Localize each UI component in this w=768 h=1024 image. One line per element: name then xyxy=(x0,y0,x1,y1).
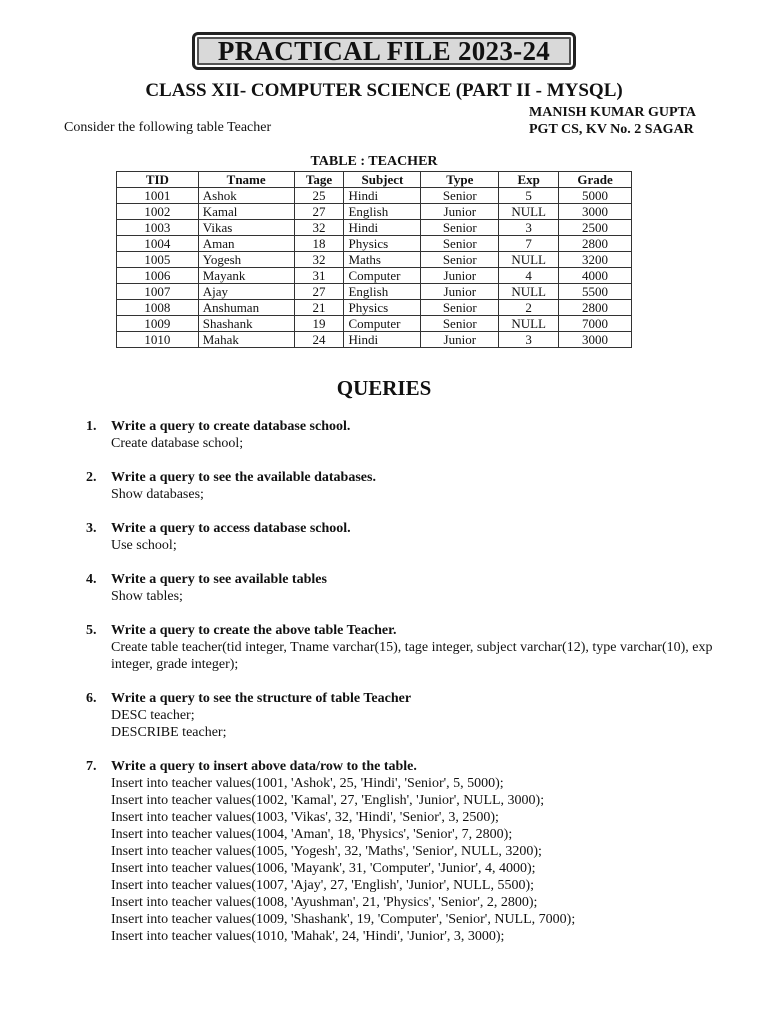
query-item xyxy=(86,469,736,503)
table-cell: Mayank xyxy=(198,268,294,284)
query-item xyxy=(86,758,736,945)
queries-list xyxy=(86,418,736,962)
table-row xyxy=(117,204,632,220)
table-cell: 5000 xyxy=(559,188,632,204)
table-cell: NULL xyxy=(499,204,559,220)
query-answer-line: Insert into teacher values(1007, 'Ajay', 27, 'English', 'Junior', NULL, 5500); xyxy=(111,878,534,893)
table-cell: Ajay xyxy=(198,284,294,300)
query-answer-line: Insert into teacher values(1001, 'Ashok', 25, 'Hindi', 'Senior', 5, 5000); xyxy=(111,776,504,791)
table-cell: 24 xyxy=(294,332,344,348)
table-row xyxy=(117,332,632,348)
query-answer-line: Use school; xyxy=(111,538,177,553)
query-title: Write a query to see the structure of table Teacher xyxy=(111,691,412,706)
table-cell: 2500 xyxy=(559,220,632,236)
query-answer-line: Show databases; xyxy=(111,487,204,502)
table-cell: Computer xyxy=(344,268,421,284)
query-answer-line: Insert into teacher values(1006, 'Mayank', 31, 'Computer', 'Junior', 4, 4000); xyxy=(111,861,536,876)
table-cell: Senior xyxy=(421,300,499,316)
table-cell: Computer xyxy=(344,316,421,332)
table-cell: 32 xyxy=(294,220,344,236)
query-answer-line: Show tables; xyxy=(111,589,183,604)
table-row xyxy=(117,188,632,204)
query-title: Write a query to insert above data/row to the table. xyxy=(111,759,417,774)
table-caption: TABLE : TEACHER xyxy=(310,154,438,169)
query-number: 6. xyxy=(86,691,97,706)
table-cell: English xyxy=(344,204,421,220)
table-cell: NULL xyxy=(499,252,559,268)
table-cell: Kamal xyxy=(198,204,294,220)
query-answer-line: Insert into teacher values(1008, 'Ayushman', 21, 'Physics', 'Senior', 2, 2800); xyxy=(111,895,538,910)
table-cell: English xyxy=(344,284,421,300)
table-cell: Junior xyxy=(421,332,499,348)
table-cell: Hindi xyxy=(344,188,421,204)
author-designation: PGT CS, KV No. 2 SAGAR xyxy=(529,122,694,137)
query-answer-line: Create table teacher(tid integer, Tname varchar(15), tage integer, subject varchar(12), type varchar(10), exp integer, grade integer); xyxy=(111,640,713,672)
query-number: 2. xyxy=(86,470,97,485)
table-cell: Vikas xyxy=(198,220,294,236)
query-number: 5. xyxy=(86,623,97,638)
table-body xyxy=(117,188,632,348)
table-cell: 3200 xyxy=(559,252,632,268)
query-title: Write a query to create database school. xyxy=(111,419,351,434)
query-answer-line: Insert into teacher values(1005, 'Yogesh', 32, 'Maths', 'Senior', NULL, 3200); xyxy=(111,844,542,859)
query-answer-line: Insert into teacher values(1009, 'Shashank', 19, 'Computer', 'Senior', NULL, 7000); xyxy=(111,912,576,927)
table-cell: 25 xyxy=(294,188,344,204)
table-cell: 1010 xyxy=(117,332,199,348)
table-cell: 19 xyxy=(294,316,344,332)
table-header-cell: Tname xyxy=(198,172,294,188)
table-cell: Junior xyxy=(421,204,499,220)
table-header-cell: Subject xyxy=(344,172,421,188)
table-cell: Senior xyxy=(421,252,499,268)
query-answer-line: Insert into teacher values(1003, 'Vikas', 32, 'Hindi', 'Senior', 3, 2500); xyxy=(111,810,499,825)
table-cell: 2 xyxy=(499,300,559,316)
table-cell: 1004 xyxy=(117,236,199,252)
table-cell: 18 xyxy=(294,236,344,252)
query-answer-line: Create database school; xyxy=(111,436,244,451)
table-cell: 7 xyxy=(499,236,559,252)
query-item xyxy=(86,520,736,554)
table-row xyxy=(117,316,632,332)
table-cell: 5 xyxy=(499,188,559,204)
query-item xyxy=(86,571,736,605)
table-cell: 4000 xyxy=(559,268,632,284)
author-block xyxy=(529,104,696,138)
query-number: 1. xyxy=(86,419,97,434)
table-cell: Ashok xyxy=(198,188,294,204)
table-cell: Aman xyxy=(198,236,294,252)
query-answer-line: DESC teacher; xyxy=(111,708,195,723)
query-title: Write a query to see available tables xyxy=(111,572,327,587)
author-name: MANISH KUMAR GUPTA xyxy=(529,105,696,120)
table-header-cell: Grade xyxy=(559,172,632,188)
query-answer-line: Insert into teacher values(1010, 'Mahak', 24, 'Hindi', 'Junior', 3, 3000); xyxy=(111,929,505,944)
table-cell: Anshuman xyxy=(198,300,294,316)
subtitle: CLASS XII- COMPUTER SCIENCE (PART II - MYSQL) xyxy=(145,80,623,101)
table-cell: 3 xyxy=(499,332,559,348)
table-cell: Mahak xyxy=(198,332,294,348)
table-cell: 21 xyxy=(294,300,344,316)
table-cell: Physics xyxy=(344,236,421,252)
table-row xyxy=(117,236,632,252)
table-cell: Yogesh xyxy=(198,252,294,268)
table-cell: 3000 xyxy=(559,332,632,348)
intro-text: Consider the following table Teacher xyxy=(64,120,272,135)
query-answer-line: DESCRIBE teacher; xyxy=(111,725,227,740)
table-cell: 2800 xyxy=(559,236,632,252)
table-cell: 4 xyxy=(499,268,559,284)
query-answer-line: Insert into teacher values(1004, 'Aman', 18, 'Physics', 'Senior', 7, 2800); xyxy=(111,827,513,842)
table-cell: NULL xyxy=(499,284,559,300)
table-cell: 2800 xyxy=(559,300,632,316)
query-item xyxy=(86,690,736,741)
query-item xyxy=(86,622,736,673)
table-row xyxy=(117,300,632,316)
query-number: 3. xyxy=(86,521,97,536)
table-cell: 32 xyxy=(294,252,344,268)
table-cell: 7000 xyxy=(559,316,632,332)
table-cell: Senior xyxy=(421,236,499,252)
table-cell: Hindi xyxy=(344,332,421,348)
table-cell: 1009 xyxy=(117,316,199,332)
query-title: Write a query to create the above table Teacher. xyxy=(111,623,397,638)
table-header-cell: Type xyxy=(421,172,499,188)
table-cell: 1001 xyxy=(117,188,199,204)
table-cell: 3000 xyxy=(559,204,632,220)
table-cell: 27 xyxy=(294,284,344,300)
table-row xyxy=(117,252,632,268)
page-title: PRACTICAL FILE 2023-24 xyxy=(217,35,551,66)
table-cell: 1006 xyxy=(117,268,199,284)
query-item xyxy=(86,418,736,452)
table-cell: 1005 xyxy=(117,252,199,268)
table-cell: Junior xyxy=(421,284,499,300)
query-title: Write a query to access database school. xyxy=(111,521,351,536)
table-cell: Maths xyxy=(344,252,421,268)
table-cell: Senior xyxy=(421,316,499,332)
teacher-table xyxy=(116,171,632,348)
table-cell: 1007 xyxy=(117,284,199,300)
table-header-cell: Tage xyxy=(294,172,344,188)
table-row xyxy=(117,220,632,236)
title-box xyxy=(192,32,576,70)
table-cell: Junior xyxy=(421,268,499,284)
queries-heading: QUERIES xyxy=(336,376,432,400)
table-header-row xyxy=(117,172,632,188)
table-cell: Hindi xyxy=(344,220,421,236)
table-header-cell: Exp xyxy=(499,172,559,188)
table-cell: 31 xyxy=(294,268,344,284)
query-number: 4. xyxy=(86,572,97,587)
table-cell: 3 xyxy=(499,220,559,236)
query-answer-line: Insert into teacher values(1002, 'Kamal', 27, 'English', 'Junior', NULL, 3000); xyxy=(111,793,545,808)
table-cell: Senior xyxy=(421,188,499,204)
table-cell: 1008 xyxy=(117,300,199,316)
table-cell: 1002 xyxy=(117,204,199,220)
table-cell: Shashank xyxy=(198,316,294,332)
table-cell: 27 xyxy=(294,204,344,220)
table-cell: 1003 xyxy=(117,220,199,236)
table-cell: 5500 xyxy=(559,284,632,300)
table-row xyxy=(117,284,632,300)
table-cell: NULL xyxy=(499,316,559,332)
table-cell: Senior xyxy=(421,220,499,236)
query-title: Write a query to see the available databases. xyxy=(111,470,376,485)
table-cell: Physics xyxy=(344,300,421,316)
table-header-cell: TID xyxy=(117,172,199,188)
table-row xyxy=(117,268,632,284)
query-number: 7. xyxy=(86,759,97,774)
